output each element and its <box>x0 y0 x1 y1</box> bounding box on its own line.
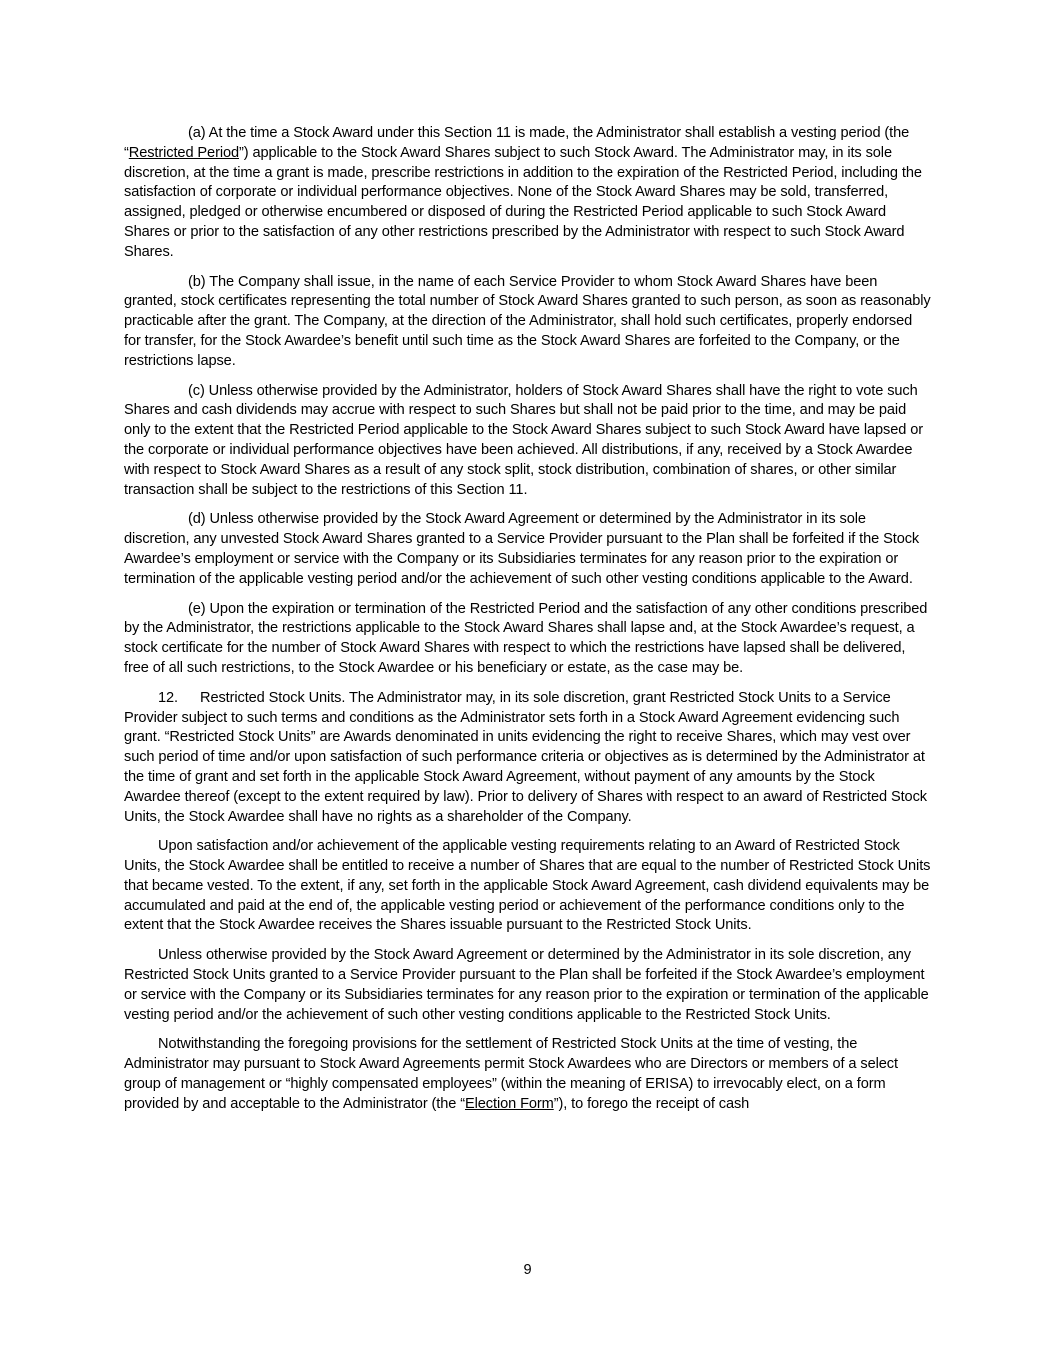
paragraph-d: (d) Unless otherwise provided by the Stock Award Agreement or determined by the Administrator in its sole discretion, any unvested Stock Award Shares granted to a Service Provider pursuant to the Plan shall be forfeited if the Stock Awardee’s employment or service with the Company or its Subsidiaries terminates for any reason prior to the expiration or termination of the applicable vesting period and/or the achievement of such other vesting conditions applicable to the Award. <box>124 511 920 587</box>
document-body <box>124 124 932 1125</box>
paragraph-a-text-after: ”) applicable to the Stock Award Shares subject to such Stock Award. The Administrator may, in its sole discretion, at the time a grant is made, prescribe restrictions in addition to the expiration of the Restricted Period, including the satisfaction of corporate or individual performance objectives. None of the Stock Award Shares may be sold, transferred, assigned, pledged or otherwise encumbered or disposed of during the Restricted Period applicable to such Stock Award Shares or prior to the satisfaction of any other restrictions prescribed by the Administrator with respect to such Stock Award Shares. <box>124 144 922 260</box>
paragraph-notwithstanding-text-before: Notwithstanding the foregoing provisions for the settlement of Restricted Stock Units at the time of vesting, the Administrator may pursuant to Stock Award Agreements permit Stock Awardees who are Directors or members of a select group of management or “highly compensated employees” (within the meaning of ERISA) to irrevocably elect, on a form provided by and acceptable to the Administrator (the “ <box>124 1036 898 1112</box>
section-12 <box>124 689 932 828</box>
paragraph-e: (e) Upon the expiration or termination of the Restricted Period and the satisfaction of any other conditions prescribed by the Administrator, the restrictions applicable to the Stock Award Shares shall lapse and, at the Stock Awardee’s request, a stock certificate for the number of Stock Award Shares with respect to which the restrictions have lapsed shall be delivered, free of all such restrictions, to the Stock Awardee or his beneficiary or estate, as the case may be. <box>124 600 928 676</box>
paragraph-b: (b) The Company shall issue, in the name of each Service Provider to whom Stock Award Shares have been granted, stock certificates representing the total number of Stock Award Shares granted to such person, as soon as reasonably practicable after the grant. The Company, at the direction of the Administrator, shall hold such certificates, properly endorsed for transfer, for the Stock Awardee’s benefit until such time as the Stock Award Shares are forfeited to the Company, or the restrictions lapse. <box>124 273 931 369</box>
paragraph-unless-otherwise: Unless otherwise provided by the Stock Award Agreement or determined by the Administrator in its sole discretion, any Restricted Stock Units granted to a Service Provider pursuant to the Plan shall be forfeited if the Stock Awardee’s employment or service with the Company or its Subsidiaries terminates for any reason prior to the expiration or termination of the applicable vesting period and/or the achievement of such other vesting conditions applicable to the Restricted Stock Units. <box>124 947 929 1023</box>
paragraph-upon-satisfaction: Upon satisfaction and/or achievement of the applicable vesting requirements relating to an Award of Restricted Stock Units, the Stock Awardee shall be entitled to receive a number of Shares that are equal to the number of Restricted Stock Units that became vested. To the extent, if any, set forth in the applicable Stock Award Agreement, cash dividend equivalents may be accumulated and paid at the end of, the applicable vesting period or achievement of the performance conditions only to the extent that the Stock Awardee receives the Shares issuable pursuant to the Restricted Stock Units. <box>124 838 931 934</box>
section-12-text: Restricted Stock Units. The Administrator may, in its sole discretion, grant Restricted Stock Units to a Service Provider subject to such terms and conditions as the Administrator sets forth in a Stock Award Agreement evidencing such grant. “Restricted Stock Units” are Awards denominated in units evidencing the right to receive Shares, which may vest over such period of time and/or upon satisfaction of such performance criteria or objectives as is determined by the Administrator at the time of grant and set forth in the applicable Stock Award Agreement, without payment of any amounts by the Stock Awardee thereof (except to the extent required by law). Prior to delivery of Shares with respect to an award of Restricted Stock Units, the Stock Awardee shall have no rights as a shareholder of the Company. <box>124 689 927 825</box>
paragraph-a-text-before: (a) At the time a Stock Award under this Section 11 is made, the Administrator shall establish a vesting period (the “ <box>124 125 910 161</box>
page-number: 9 <box>523 1262 532 1278</box>
paragraph-notwithstanding-text-after: ”), to forego the receipt of cash <box>553 1095 750 1112</box>
paragraph-a <box>124 124 932 263</box>
section-12-number: 12. <box>158 689 178 706</box>
election-form-term: Election Form <box>465 1095 554 1112</box>
restricted-period-term: Restricted Period <box>128 144 239 161</box>
paragraph-c: (c) Unless otherwise provided by the Administrator, holders of Stock Award Shares shall have the right to vote such Shares and cash dividends may accrue with respect to such Shares but shall not be paid prior to the time, and may be paid only to the extent that the Restricted Period applicable to the Stock Award Shares subject to such Stock Award have lapsed or the corporate or individual performance objectives have been achieved. All distributions, if any, received by a Stock Awardee with respect to Stock Award Shares as a result of any stock split, stock distribution, combination of shares, or other similar transaction shall be subject to the restrictions of this Section 11. <box>124 382 924 498</box>
paragraph-notwithstanding <box>124 1035 932 1114</box>
